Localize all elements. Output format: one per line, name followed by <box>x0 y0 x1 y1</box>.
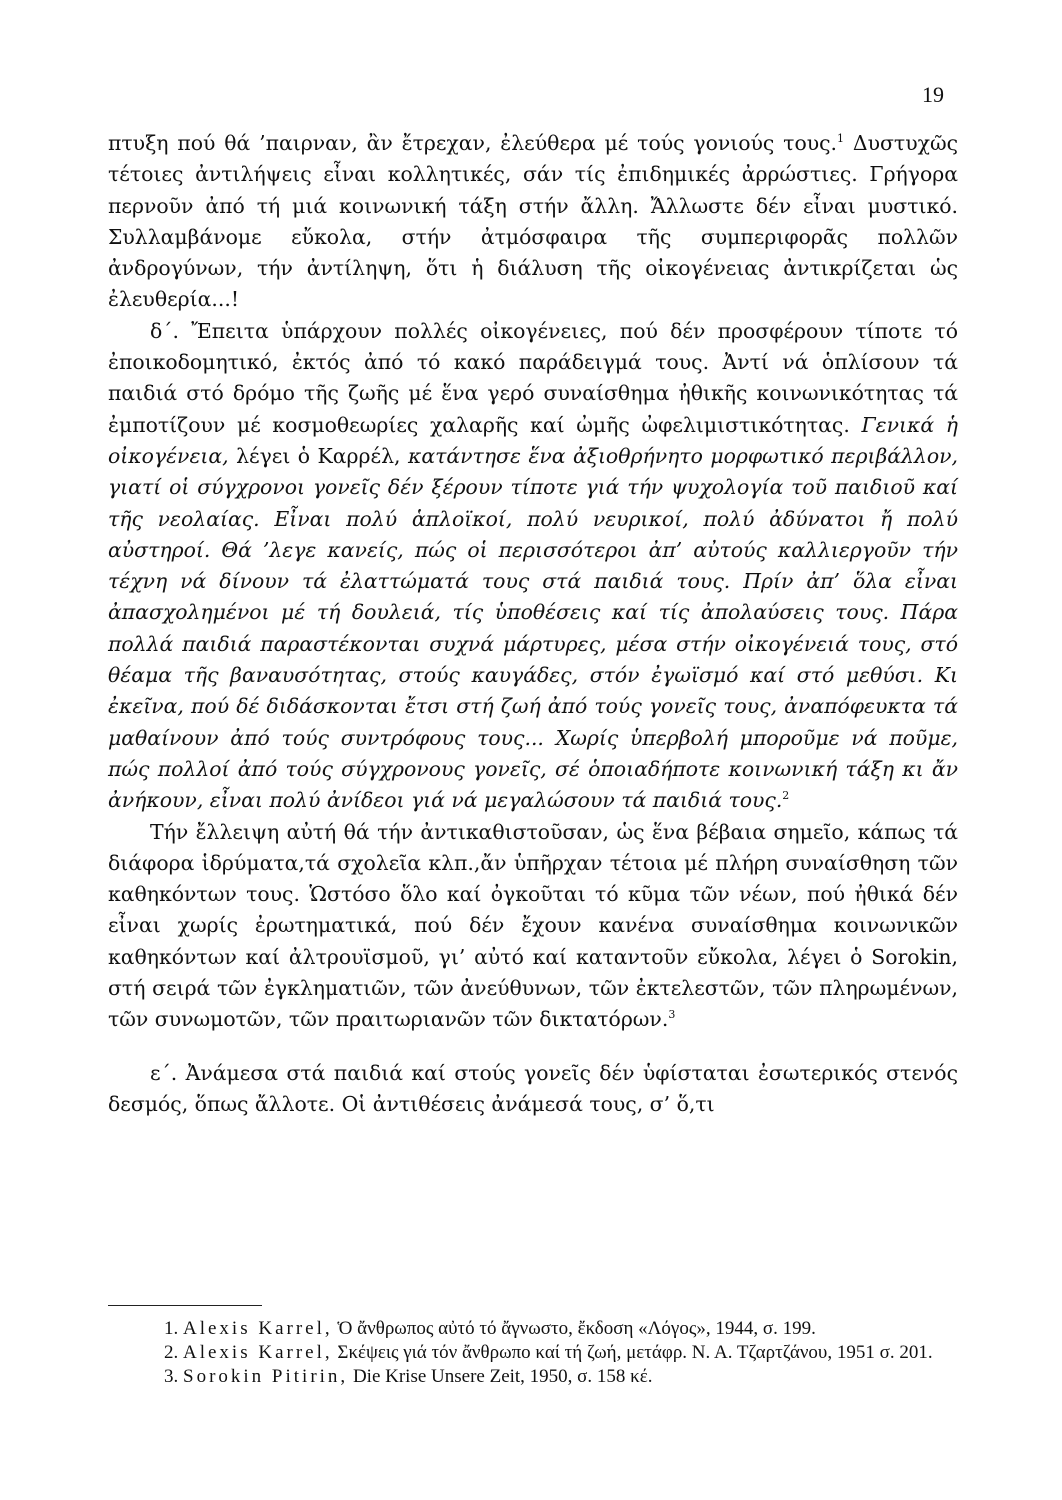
paragraph-text: πτυξη πού θά ’παιρναν, ἂν ἔτρεχαν, ἐλεύθερα μέ τούς γονιούς τους. <box>108 131 838 155</box>
footnote-author: Alexis Karrel, <box>183 1318 333 1339</box>
footnote-number: 2. <box>164 1342 179 1363</box>
body-text <box>108 128 958 1120</box>
footnote <box>108 1365 958 1389</box>
footnote-marker: 2 <box>782 789 790 803</box>
footnote-text: Die Krise Unsere Zeit, 1950, σ. 158 κέ. <box>352 1366 653 1387</box>
paragraph-text: ε΄. Ἀνάμεσα στά παιδιά καί στούς γονεῖς δέν ὑφίσταται ἐσωτερικός στενός δεσμός, ὅπως ἄλλοτε. Οἱ ἀντιθέσεις ἀνάμεσά τους, σ’ ὅ,τι <box>108 1060 958 1116</box>
footnote <box>108 1317 958 1341</box>
footnote-number: 3. <box>164 1366 179 1387</box>
footnote-text: Ὁ ἄνθρωπος αὐτό τό ἄγνωστο, ἔκδοση «Λόγος», 1944, σ. 199. <box>337 1318 816 1339</box>
paragraph-text: λέγει ὁ Καρρέλ, <box>236 443 401 468</box>
paragraph-text: Τήν ἔλλειψη αὐτή θά τήν ἀντικαθιστοῦσαν, ὡς ἕνα βέβαια σημεῖο, κάπως τά διάφορα ἱδρύματα,τά σχολεῖα κλπ.,ἄν ὑπῆρχαν τέτοια μέ πλήρη συναίσθηση τῶν καθηκόντων τους. Ὡστόσο ὅλο καί ὀγκοῦται τό κῦμα τῶν νέων, πού ἠθικά δέν εἶναι χωρίς ἐρωτηματικά, πού δέν ἔχουν κανένα συναίσθημα κοινωνικῶν καθηκόντων καί ἀλτρουϊσμοῦ, γι’ αὐτό καί καταντοῦν εὔκολα, λέγει ὁ Sorokin, στή σειρά τῶν ἐγκληματιῶν, τῶν ἀνεύθυνων, τῶν ἐκτελεστῶν, τῶν πληρωμένων, τῶν συνωμοτῶν, τῶν πραιτωριανῶν τῶν δικτατόρων. <box>108 819 958 1032</box>
footnote-number: 1. <box>164 1318 179 1339</box>
quote-text: Γενικά ἡ οἰκογένεια, <box>108 412 958 468</box>
paragraph <box>108 316 958 817</box>
page-number: 19 <box>922 82 944 107</box>
paragraph <box>108 817 958 1036</box>
footnote <box>108 1341 958 1365</box>
footnote-author: Alexis Karrel, <box>183 1342 333 1363</box>
footnote-text: Σκέψεις γιά τόν ἄνθρωπο καί τή ζωή, μετάφρ. Ν. Α. Τζαρτζάνου, 1951 σ. 201. <box>337 1342 933 1363</box>
footnote-marker: 1 <box>837 132 845 146</box>
footnote-author: Sorokin Pitirin, <box>183 1366 349 1387</box>
footnotes <box>108 1317 958 1389</box>
paragraph-text: Δυστυχῶς τέτοιες ἀντιλήψεις εἶναι κολλητικές, σάν τίς ἐπιδημικές ἀρρώστιες. Γρήγορα περνοῦν ἀπό τή μιά κοινωνική τάξη στήν ἄλλη. Ἄλλωστε δέν εἶναι μυστικό. Συλλαμβάνομε εὔκολα, στήν ἀτμόσφαιρα τῆς συμπεριφορᾶς πολλῶν ἀνδρογύνων, τήν ἀντίληψη, ὅτι ἡ διάλυση τῆς οἰκογένειας ἀντικρίζεται ὡς ἐλευθερία...! <box>108 131 958 312</box>
paragraph <box>108 1058 958 1121</box>
footnote-divider <box>108 1305 262 1306</box>
paragraph <box>108 128 958 316</box>
paragraph-text: δ΄. Ἔπειτα ὑπάρχουν πολλές οἰκογένειες, πού δέν προσφέρουν τίποτε τό ἐποικοδομητικό, ἐκτός ἀπό τό κακό παράδειγμά τους. Ἀντί νά ὁπλίσουν τά παιδιά στό δρόμο τῆς ζωῆς μέ ἕνα γερό συναίσθημα ἠθικῆς κοινωνικότητας τά ἐμποτίζουν μέ κοσμοθεωρίες χαλαρῆς καί ὠμῆς ὠφελιμιστικότητας. <box>108 318 958 437</box>
footnote-marker: 3 <box>668 1008 676 1022</box>
quote-text: κατάντησε ἕνα ἀξιοθρήνητο μορφωτικό περιβάλλον, γιατί οἱ σύγχρονοι γονεῖς δέν ξέρουν τίποτε γιά τήν ψυχολογία τοῦ παιδιοῦ καί τῆς νεολαίας. Εἶναι πολύ ἁπλοϊκοί, πολύ νευρικοί, πολύ ἀδύνατοι ἤ πολύ αὐστηροί. Θά ’λεγε κανείς, πώς οἱ περισσότεροι ἀπ’ αὐτούς καλλιεργοῦν τήν τέχνη νά δίνουν τά ἐλαττώματά τους στά παιδιά τους. Πρίν ἀπ’ ὅλα εἶναι ἀπασχολημένοι μέ τή δουλειά, τίς ὑποθέσεις καί τίς ἀπολαύσεις τους. Πάρα πολλά παιδιά παραστέκονται συχνά μάρτυρες, μέσα στήν οἰκογένειά τους, στό θέαμα τῆς βαναυσότητας, στούς καυγάδες, στόν ἐγωϊσμό καί στό μεθύσι. Κι ἐκεῖνα, πού δέ διδάσκονται ἔτσι στή ζωή ἀπό τούς γονεῖς τους, ἀναπόφευκτα τά μαθαίνουν ἀπό τούς συντρόφους τους... Χωρίς ὑπερβολή μποροῦμε νά ποῦμε, πώς πολλοί ἀπό τούς σύγχρονους γονεῖς, σέ ὁποιαδήποτε κοινωνική τάξη κι ἄν ἀνήκουν, εἶναι πολύ ἀνίδεοι γιά νά μεγαλώσουν τά παιδιά τους. <box>108 443 959 813</box>
